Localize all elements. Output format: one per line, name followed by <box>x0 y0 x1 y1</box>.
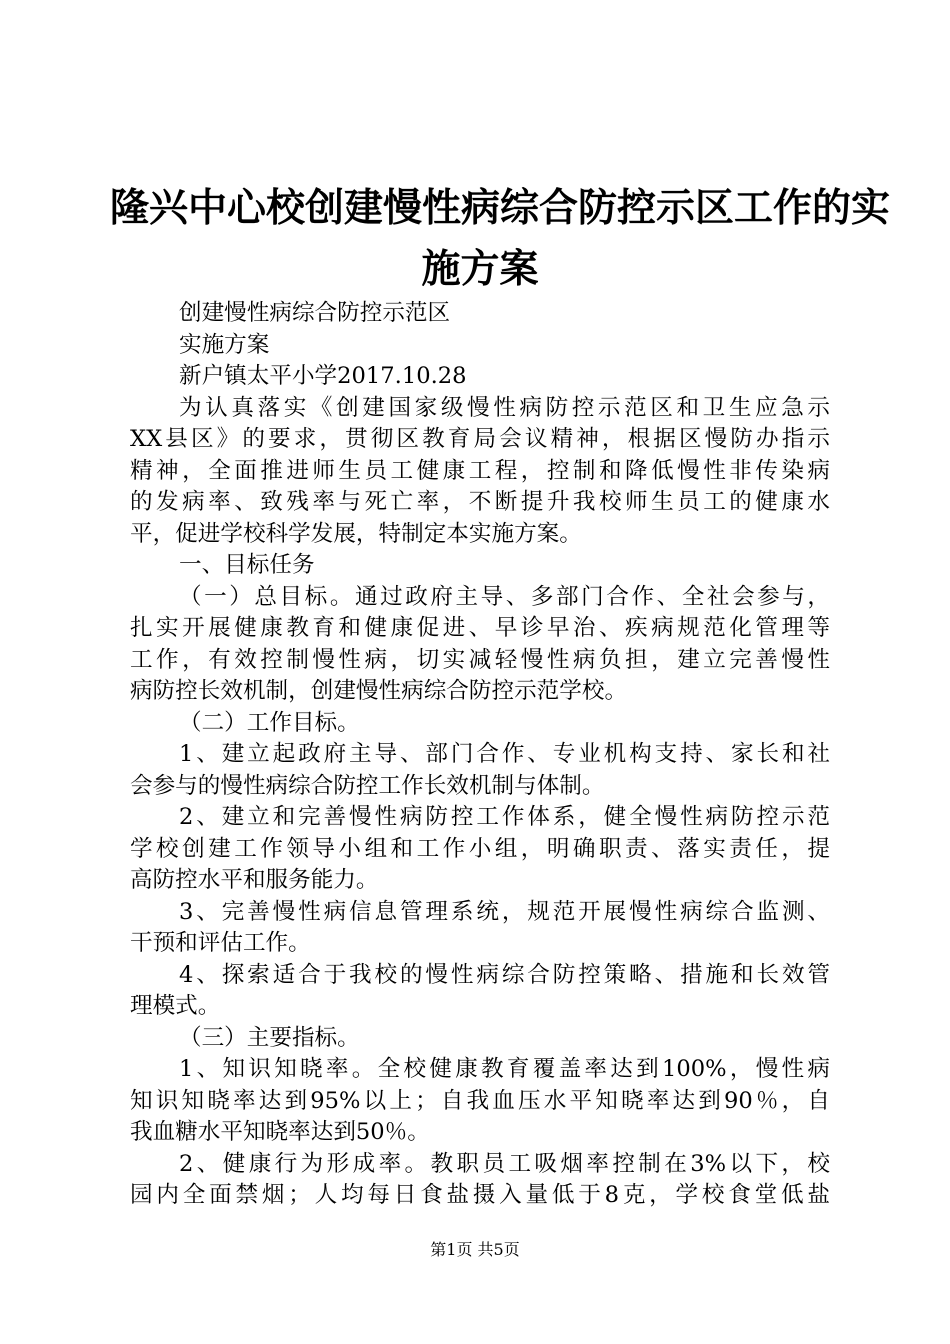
body-text-line: 创建慢性病综合防控示范区 <box>179 300 451 326</box>
body-text-line: XX县区》的要求，贯彻区教育局会议精神，根据区慢防办指示 <box>130 426 830 452</box>
body-text-line: 扎实开展健康教育和健康促进、早诊早治、疾病规范化管理等 <box>130 615 830 641</box>
body-text-line: 的发病率、致残率与死亡率，不断提升我校师生员工的健康水 <box>130 489 830 515</box>
page-footer: 第1页 共5页 <box>430 1240 520 1259</box>
body-text-line: 2、建立和完善慢性病防控工作体系，健全慢性病防控示范 <box>179 804 830 830</box>
body-text-line: 1、建立起政府主导、部门合作、专业机构支持、家长和社 <box>179 741 830 767</box>
body-text-line: 1、知识知晓率。全校健康教育覆盖率达到100%，慢性病 <box>179 1056 830 1082</box>
body-text-line: 4、探索适合于我校的慢性病综合防控策略、措施和长效管 <box>179 961 830 988</box>
body-text-line: 工作，有效控制慢性病，切实减轻慢性病负担，建立完善慢性 <box>130 646 830 673</box>
body-text-line: 病防控长效机制，创建慢性病综合防控示范学校。 <box>130 678 628 704</box>
body-text-line: 一、目标任务 <box>179 552 315 578</box>
body-text-line: 会参与的慢性病综合防控工作长效机制与体制。 <box>130 772 605 799</box>
body-text-line: 高防控水平和服务能力。 <box>130 867 379 893</box>
body-text-line: 学校创建工作领导小组和工作小组，明确职责、落实责任，提 <box>130 835 830 862</box>
document-body <box>130 298 830 1212</box>
document-title-line-1: 隆兴中心校创建慢性病综合防控示区工作的实 <box>110 185 891 231</box>
document-title-line-2: 施方案 <box>421 246 539 292</box>
body-text-line: 园内全面禁烟；人均每日食盐摄入量低于8克，学校食堂低盐 <box>130 1182 830 1208</box>
body-text-line: 新户镇太平小学2017.10.28 <box>179 363 467 389</box>
body-text-line: 干预和评估工作。 <box>130 930 311 956</box>
body-text-line: 3、完善慢性病信息管理系统，规范开展慢性病综合监测、 <box>179 898 830 925</box>
body-text-line: 我血糖水平知晓率达到50％。 <box>130 1119 430 1145</box>
body-text-line: （三）主要指标。 <box>179 1024 360 1051</box>
body-text-line: 知识知晓率达到95%以上；自我血压水平知晓率达到90％，自 <box>130 1087 830 1114</box>
body-text-line: 精神，全面推进师生员工健康工程，控制和降低慢性非传染病 <box>130 457 830 484</box>
body-text-line: 理模式。 <box>130 993 221 1019</box>
body-text-line: （二）工作目标。 <box>179 709 360 736</box>
body-text-line: 实施方案 <box>179 331 270 358</box>
body-text-line: 为认真落实《创建国家级慢性病防控示范区和卫生应急示 <box>179 394 830 421</box>
body-text-line: 平，促进学校科学发展，特制定本实施方案。 <box>130 520 582 547</box>
body-text-line: （一）总目标。通过政府主导、多部门合作、全社会参与， <box>179 583 830 610</box>
body-text-line: 2、健康行为形成率。教职员工吸烟率控制在3%以下，校 <box>179 1150 830 1177</box>
